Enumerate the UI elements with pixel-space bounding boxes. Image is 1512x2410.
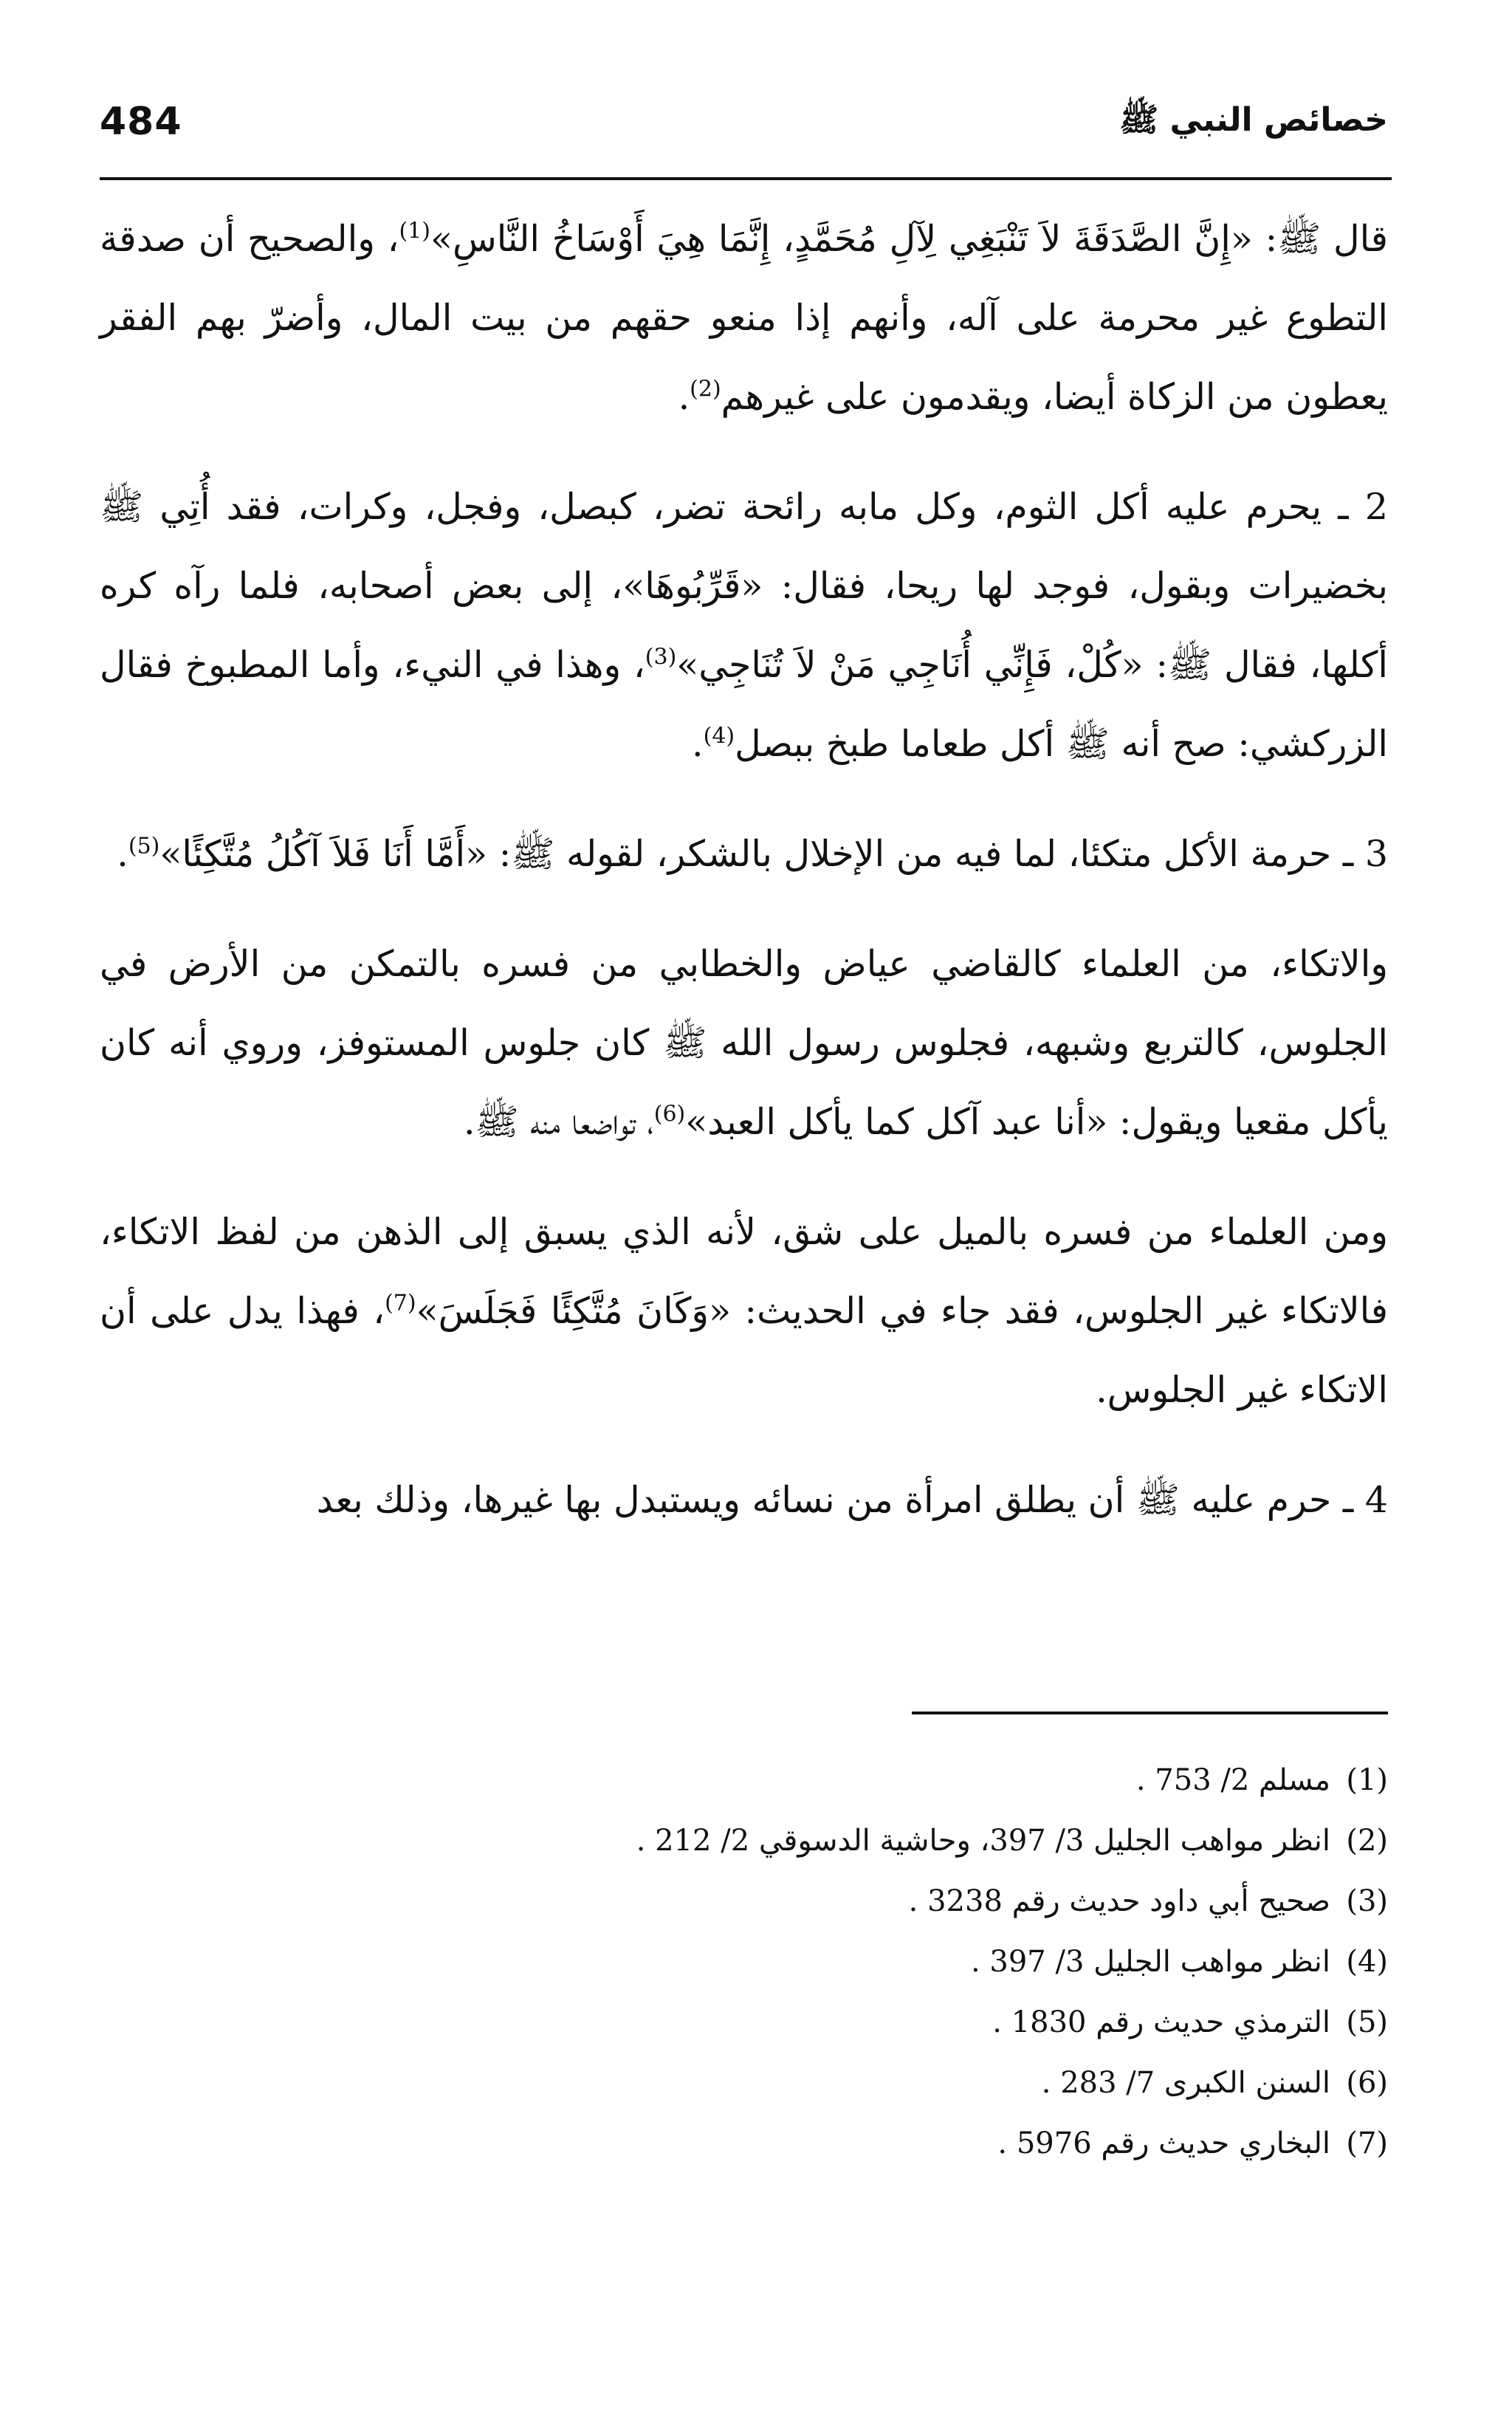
footnote-number: (5): [1346, 2005, 1388, 2039]
footnote-text: انظر مواهب الجليل 3/ 397، وحاشية الدسوقي 2/ 212 .: [636, 1824, 1330, 1858]
body-text: [100, 199, 1388, 1539]
footnote-separator: [912, 1712, 1388, 1714]
footnote-item: [100, 1932, 1388, 1992]
footnote-number: (1): [1346, 1763, 1388, 1797]
paragraph: [100, 924, 1388, 1161]
paragraph-text: .: [678, 376, 690, 418]
paragraph: [100, 814, 1388, 893]
paragraph-text: ، تواضعا منه ﷺ.: [463, 1101, 654, 1143]
footnote-ref: (4): [703, 723, 735, 749]
header-rule: [100, 177, 1392, 180]
footnote-ref: (3): [645, 644, 677, 670]
footnote-text: الترمذي حديث رقم 1830 .: [992, 2005, 1330, 2039]
page-header: [100, 100, 1388, 151]
paragraph-text: ، والصحيح أن صدقة التطوع غير محرمة على آله، وأنهم إذا منعو حقهم من بيت المال، وأضرّ بهم الفقر يعطون من الزكاة أيضا، ويقدمون على غيرهم: [100, 218, 1388, 418]
footnote-text: مسلم 2/ 753 .: [1135, 1763, 1330, 1797]
footnote-ref: (1): [399, 218, 430, 244]
footnote-item: [100, 2053, 1388, 2113]
paragraph-text: ، وهذا في النيء، وأما المطبوخ فقال الزركشي: صح أنه ﷺ أكل طعاما طبخ ببصل: [100, 644, 1388, 765]
footnote-text: صحيح أبي داود حديث رقم 3238 .: [908, 1884, 1330, 1918]
footnote-number: (3): [1346, 1884, 1388, 1918]
running-title: خصائص النبي ﷺ: [1119, 101, 1388, 139]
paragraph: [100, 199, 1388, 436]
footnote-text: السنن الكبرى 7/ 283 .: [1041, 2066, 1330, 2100]
footnote-number: (7): [1346, 2126, 1388, 2160]
paragraph-text: 3 ـ حرمة الأكل متكئا، لما فيه من الإخلال بالشكر، لقوله ﷺ: «أَمَّا أَنَا فَلاَ آكُلُ مُتَّكِئًا»: [159, 833, 1388, 875]
footnote-text: انظر مواهب الجليل 3/ 397 .: [970, 1945, 1330, 1979]
paragraph-text: 4 ـ حرم عليه ﷺ أن يطلق امرأة من نسائه ويستبدل بها غيرها، وذلك بعد: [316, 1479, 1388, 1521]
footnote-ref: (6): [653, 1101, 686, 1127]
paragraph: [100, 1460, 1388, 1539]
footnote-number: (2): [1346, 1824, 1388, 1858]
page-number: 484: [100, 100, 182, 144]
paragraph-text: .: [117, 833, 128, 875]
paragraph-text: 2 ـ يحرم عليه أكل الثوم، وكل مابه رائحة تضر، كبصل، وفجل، وكرات، فقد أُتِي ﷺ بخضيرات وبقول، فوجد لها ريحا، فقال: «قَرِّبُوهَا»، إلى بعض أصحابه، فلما رآه كره أكلها، فقال ﷺ: «كُلْ، فَإِنِّي أُنَاجِي مَنْ لاَ تُنَاجِي»: [100, 486, 1389, 686]
paragraph-text: والاتكاء، من العلماء كالقاضي عياض والخطابي من فسره بالتمكن من الأرض في الجلوس، كالتربع وشبهه، فجلوس رسول الله ﷺ كان جلوس المستوفز، وروي أنه كان يأكل مقعيا ويقول: «أنا عبد آكل كما يأكل العبد»: [100, 943, 1388, 1143]
footnote-item: [100, 1810, 1388, 1871]
footnote-ref: (2): [690, 376, 721, 402]
footnote-number: (6): [1346, 2066, 1388, 2100]
footnote-ref: (7): [385, 1290, 416, 1316]
footnote-item: [100, 1750, 1388, 1810]
footnote-text: البخاري حديث رقم 5976 .: [997, 2126, 1330, 2160]
paragraph-text: قال ﷺ: «إِنَّ الصَّدَقَةَ لاَ تَنْبَغِي لِآلِ مُحَمَّدٍ، إِنَّمَا هِيَ أَوْسَاخُ النَّاسِ»: [430, 218, 1389, 260]
footnotes: [100, 1750, 1388, 2174]
paragraph-text: ومن العلماء من فسره بالميل على شق، لأنه الذي يسبق إلى الذهن من لفظ الاتكاء، فالاتكاء غير الجلوس، فقد جاء في الحديث: «وَكَانَ مُتَّكِئًا فَجَلَسَ»: [100, 1211, 1388, 1332]
paragraph: [100, 467, 1388, 783]
footnote-item: [100, 2113, 1388, 2174]
footnote-item: [100, 1871, 1388, 1932]
footnote-item: [100, 1992, 1388, 2053]
paragraph: [100, 1192, 1388, 1429]
footnote-ref: (5): [128, 833, 160, 859]
paragraph-text: .: [692, 723, 704, 765]
paragraph-text: ، فهذا يدل على أن الاتكاء غير الجلوس.: [100, 1290, 1388, 1411]
footnote-number: (4): [1346, 1945, 1388, 1979]
